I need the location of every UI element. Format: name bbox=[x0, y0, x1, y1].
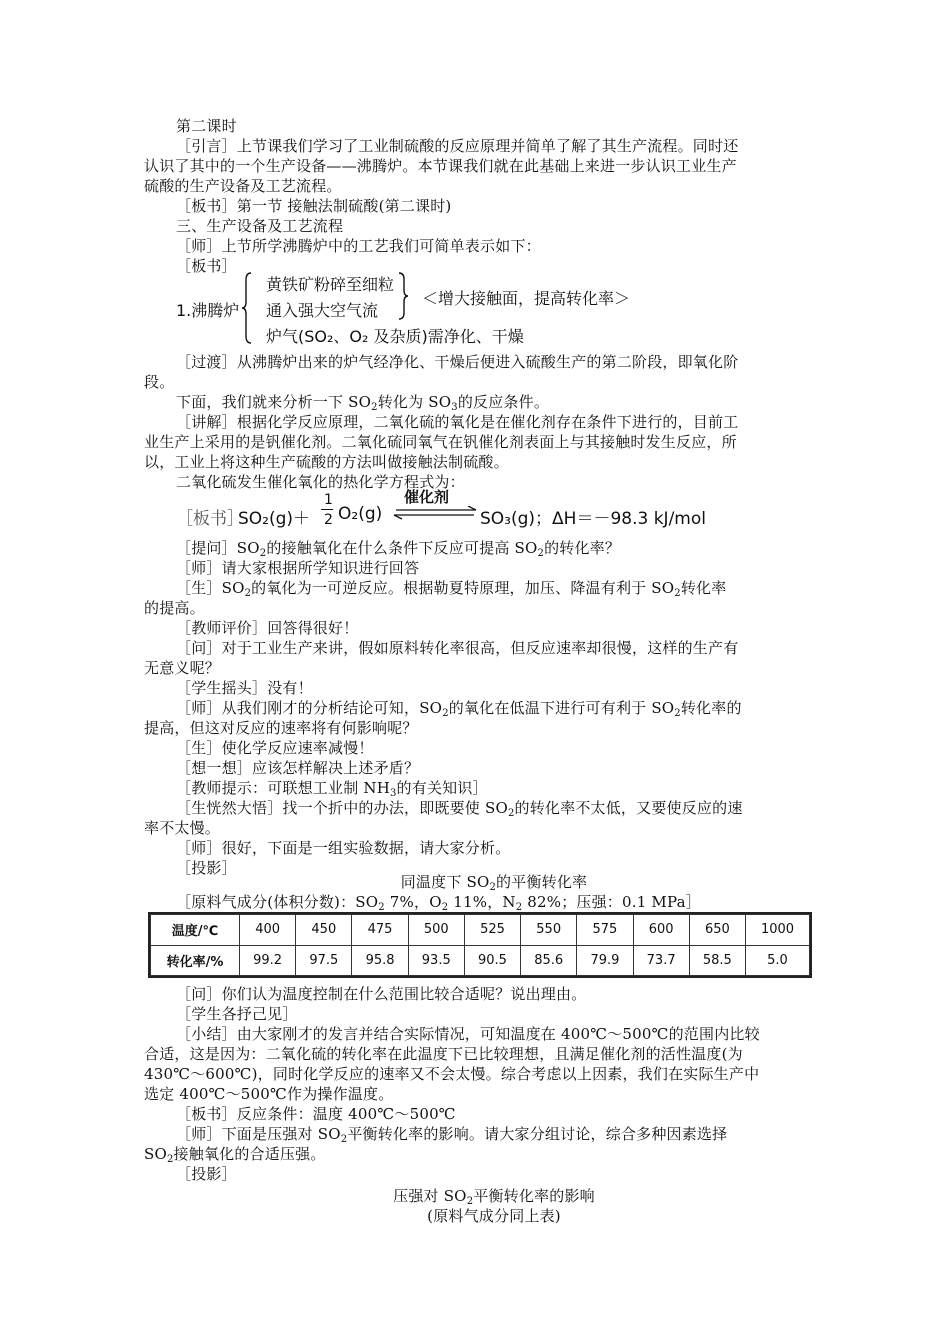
paragraph-line: ［师］从我们刚才的分析结论可知，$SO_2$的氧化在低温下进行可有利于 $SO_2$转化率的 bbox=[176, 699, 742, 719]
table-cell: 93.5 bbox=[408, 945, 464, 976]
table-cell: 97.5 bbox=[296, 945, 352, 976]
equation-o2: O₂(g) bbox=[338, 504, 383, 524]
paragraph-line: 下面，我们就来分析一下 $SO_2$转化为 $SO_3$的反应条件。 bbox=[176, 393, 550, 413]
paragraph-line: ［讲解］根据化学反应原理，二氧化硫的氧化是在催化剂存在条件下进行的，目前工 bbox=[176, 413, 739, 431]
table-cell: 650 bbox=[689, 915, 745, 946]
paragraph-line: ［教师提示：可联想工业制 $NH_3$的有关知识］ bbox=[176, 779, 488, 799]
table-caption: 同温度下 $SO_2$的平衡转化率 bbox=[400, 873, 588, 893]
table-cell: 95.8 bbox=[352, 945, 408, 976]
paragraph-line: 的提高。 bbox=[144, 599, 205, 617]
thermochemical-equation bbox=[176, 488, 736, 532]
table-cell: 600 bbox=[633, 915, 689, 946]
catalyst-label: 催化剂 bbox=[404, 488, 450, 506]
boiling-furnace-diagram bbox=[176, 272, 696, 346]
paragraph-line: ［师］上节所学沸腾炉中的工艺我们可简单表示如下： bbox=[176, 237, 541, 255]
paragraph-line: ［板书］反应条件：温度 400℃～500℃ bbox=[176, 1105, 456, 1123]
paragraph-line: ［引言］上节课我们学习了工业制硫酸的反应原理并简单了解了其生产流程。同时还 bbox=[176, 137, 739, 155]
table-cell: 90.5 bbox=[464, 945, 520, 976]
conversion-table bbox=[148, 912, 812, 978]
table-subcaption: (原料气成分同上表) bbox=[427, 1207, 561, 1225]
diagram-item: 炉气(SO₂、O₂ 及杂质)需净化、干燥 bbox=[266, 327, 524, 346]
paragraph-line: 认识了其中的一个生产设备——沸腾炉。本节课我们就在此基础上来进一步认识工业生产 bbox=[144, 157, 737, 175]
paragraph-line: ［小结］由大家刚才的发言并结合实际情况，可知温度在 400℃～500℃的范围内比较 bbox=[176, 1025, 760, 1043]
lesson-title: 第二课时 bbox=[176, 117, 237, 135]
table-row bbox=[151, 945, 810, 976]
paragraph-line: ［问］对于工业生产来讲，假如原料转化率很高，但反应速率却很慢，这样的生产有 bbox=[176, 639, 739, 657]
fraction-numerator: 1 bbox=[324, 492, 333, 508]
paragraph-line: ［学生摇头］没有！ bbox=[176, 679, 313, 697]
paragraph-line: ［师］下面是压强对 $SO_2$平衡转化率的影响。请大家分组讨论，综合多种因素选择 bbox=[176, 1125, 728, 1145]
paragraph-line: ［提问$]SO_2$的接触氧化在什么条件下反应可提高 $SO_2$的转化率？ bbox=[176, 539, 621, 559]
paragraph-line: 率不太慢。 bbox=[144, 819, 221, 837]
table-cell: 475 bbox=[352, 915, 408, 946]
table-cell: 500 bbox=[408, 915, 464, 946]
paragraph-line: 无意义呢？ bbox=[144, 659, 221, 677]
paragraph-line: 段。 bbox=[144, 373, 175, 391]
paragraph-line: 业生产上采用的是钒催化剂。二氧化硫同氧气在钒催化剂表面上与其接触时发生反应，所 bbox=[144, 433, 737, 451]
paragraph-line: ［生$]SO_2$的氧化为一可逆反应。根据勒夏特原理，加压、降温有利于 $SO_2$转化率 bbox=[176, 579, 727, 599]
right-brace-icon bbox=[398, 272, 408, 320]
paragraph-line: ［生］使化学反应速率减慢！ bbox=[176, 739, 374, 757]
paragraph-line: ［师］请大家根据所学知识进行回答 bbox=[176, 559, 420, 577]
paragraph-line: ［投影］ bbox=[176, 1165, 237, 1183]
paragraph-line: ［学生各抒己见］ bbox=[176, 1005, 298, 1023]
table-cell: 1000 bbox=[745, 915, 809, 946]
table-header: 温度/℃ bbox=[151, 915, 240, 946]
paragraph-line: ［投影］ bbox=[176, 859, 237, 877]
paragraph-line: ［板书］第一节 接触法制硫酸(第二课时) bbox=[176, 197, 452, 215]
paragraph-line: ［过渡］从沸腾炉出来的炉气经净化、干燥后便进入硫酸生产的第二阶段，即氧化阶 bbox=[176, 353, 739, 371]
paragraph-line: ［板书］ bbox=[176, 257, 237, 275]
paragraph-line: 二氧化硫发生催化氧化的热化学方程式为： bbox=[176, 473, 465, 491]
equation-lhs: SO₂(g)＋ bbox=[238, 509, 311, 529]
paragraph-line: ［师］很好，下面是一组实验数据，请大家分析。 bbox=[176, 839, 511, 857]
paragraph-line: ［教师评价］回答得很好！ bbox=[176, 619, 359, 637]
fraction-denominator: 2 bbox=[324, 512, 333, 528]
table-cell: 450 bbox=[296, 915, 352, 946]
equation-rhs: SO₃(g)；ΔH＝－98.3 kJ/mol bbox=[480, 509, 706, 529]
table-cell: 73.7 bbox=[633, 945, 689, 976]
table-cell: 525 bbox=[464, 915, 520, 946]
paragraph-line: 430℃～600℃)，同时化学反应的速率又不会太慢。综合考虑以上因素，我们在实际生产中 bbox=[144, 1065, 760, 1083]
paragraph-line: 硫酸的生产设备及工艺流程。 bbox=[144, 177, 342, 195]
paragraph-line: ［生恍然大悟］找一个折中的办法，即既要使 $SO_2$的转化率不太低，又要使反应的速 bbox=[176, 799, 743, 819]
table-cell: 550 bbox=[521, 915, 577, 946]
table-cell: 58.5 bbox=[689, 945, 745, 976]
diagram-item: 通入强大空气流 bbox=[266, 301, 379, 320]
paragraph-line: 合适，这是因为：二氧化硫的转化率在此温度下已比较理想，且满足催化剂的活性温度(为 bbox=[144, 1045, 743, 1063]
table-cell: 79.9 bbox=[577, 945, 633, 976]
reversible-arrow-icon bbox=[392, 506, 478, 520]
equation-prefix: ［板书］ bbox=[176, 509, 244, 529]
diagram-note: ＜增大接触面，提高转化率＞ bbox=[422, 289, 631, 308]
paragraph-line: 提高，但这对反应的速率将有何影响呢？ bbox=[144, 719, 418, 737]
table-cell: 99.2 bbox=[240, 945, 296, 976]
left-brace-icon bbox=[242, 272, 252, 344]
paragraph-line: 以，工业上将这种生产硫酸的方法叫做接触法制硫酸。 bbox=[144, 453, 509, 471]
table-cell: 400 bbox=[240, 915, 296, 946]
table-cell: 5.0 bbox=[745, 945, 809, 976]
table-caption: 压强对 $SO_2$平衡转化率的影响 bbox=[393, 1187, 595, 1207]
section-heading: 三、生产设备及工艺流程 bbox=[176, 217, 344, 235]
paragraph-line: ［问］你们认为温度控制在什么范围比较合适呢？说出理由。 bbox=[176, 985, 587, 1003]
table-note: ［原料气成分(体积分数)：$SO_2$ 7%，$O_2$ 11%，$N_2$ 82%；压强：0.1 MPa］ bbox=[176, 893, 701, 913]
paragraph-line: ［想一想］应该怎样解决上述矛盾？ bbox=[176, 759, 420, 777]
paragraph-line: 选定 400℃～500℃作为操作温度。 bbox=[144, 1085, 394, 1103]
diagram-item: 黄铁矿粉碎至细粒 bbox=[266, 275, 395, 294]
diagram-lead-label: 1.沸腾炉 bbox=[176, 301, 240, 320]
fraction-bar bbox=[321, 509, 333, 510]
table-row bbox=[151, 915, 810, 946]
table-header: 转化率/% bbox=[151, 945, 240, 976]
paragraph-line: $SO_2$接触氧化的合适压强。 bbox=[144, 1145, 326, 1165]
table-cell: 85.6 bbox=[521, 945, 577, 976]
table-cell: 575 bbox=[577, 915, 633, 946]
